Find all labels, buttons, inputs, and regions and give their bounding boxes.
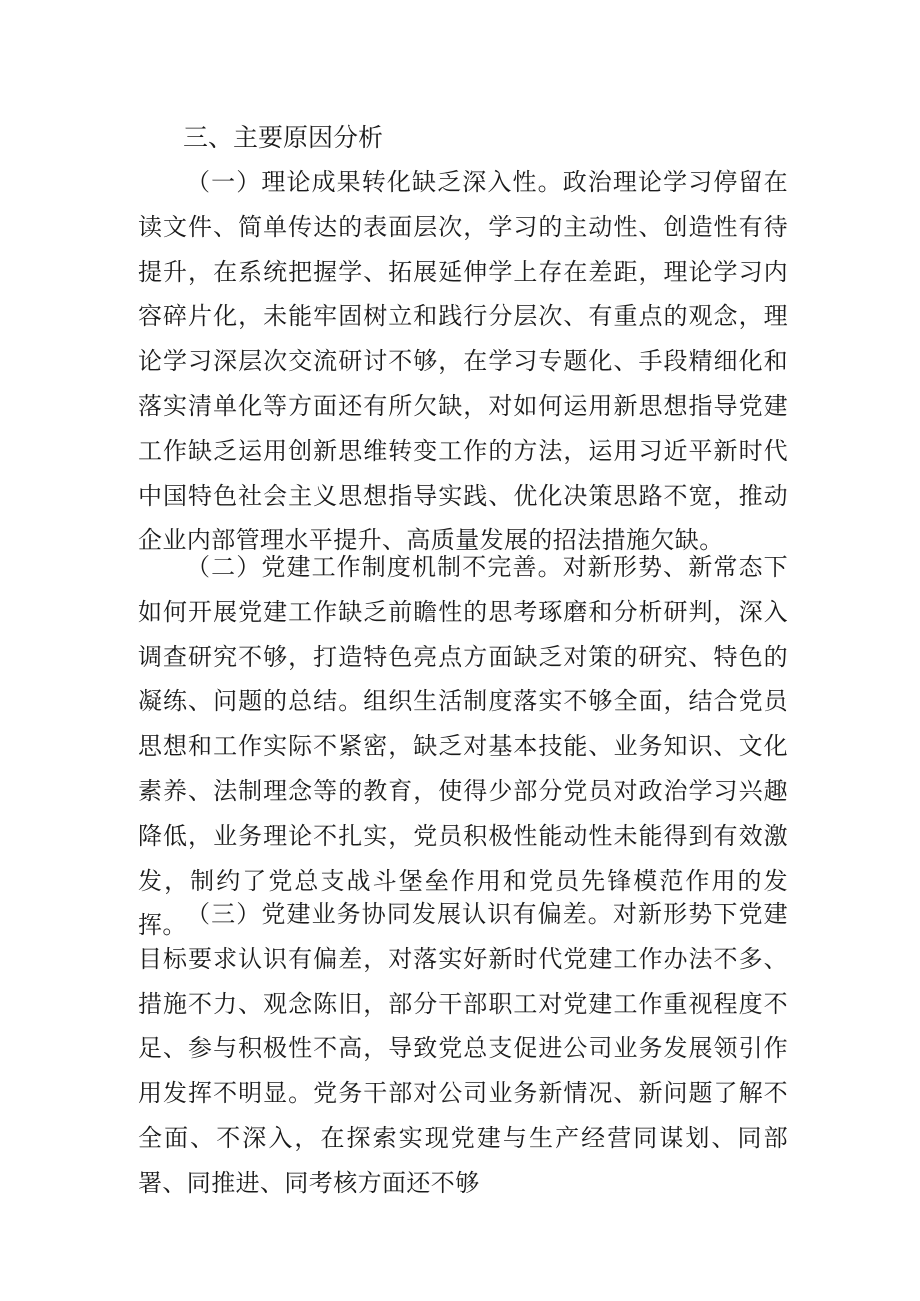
section-heading: 三、主要原因分析 bbox=[183, 123, 384, 152]
paragraph-theory-transformation: （一）理论成果转化缺乏深入性。政治理论学习停留在读文件、简单传达的表面层次，学习的主动性、创造性有待提升，在系统把握学、拓展延伸学上存在差距，理论学习内容碎片化，未能牢固树立和践行分层次、有重点的观念，理论学习深层次交流研讨不够，在学习专题化、手段精细化和落实清单化等方面还有所欠缺，对如何运用新思想指导党建工作缺乏运用创新思维转变工作的方法，运用习近平新时代中国特色社会主义思想指导实践、优化决策思路不宽，推动企业内部管理水平提升、高质量发展的招法措施欠缺。 bbox=[138, 168, 788, 555]
paragraph-party-system-mechanism: （二）党建工作制度机制不完善。对新形势、新常态下如何开展党建工作缺乏前瞻性的思考琢磨和分析研判，深入调查研究不够，打造特色亮点方面缺乏对策的研究、特色的凝练、问题的总结。组织生活制度落实不够全面，结合党员思想和工作实际不紧密，缺乏对基本技能、业务知识、文化素养、法制理念等的教育，使得少部分党员对政治学习兴趣降低，业务理论不扎实，党员积极性能动性未能得到有效激发，制约了党总支战斗堡垒作用和党员先锋模范作用的发挥。 bbox=[138, 553, 788, 940]
paragraph-party-business-coordination: （三）党建业务协同发展认识有偏差。对新形势下党建目标要求认识有偏差，对落实好新时代党建工作办法不多、措施不力、观念陈旧，部分干部职工对党建工作重视程度不足、参与积极性不高，导致党总支促进公司业务发展领引作用发挥不明显。党务干部对公司业务新情况、新问题了解不全面、不深入，在探索实现党建与生产经营同谋划、同部署、同推进、同考核方面还不够 bbox=[138, 900, 788, 1197]
